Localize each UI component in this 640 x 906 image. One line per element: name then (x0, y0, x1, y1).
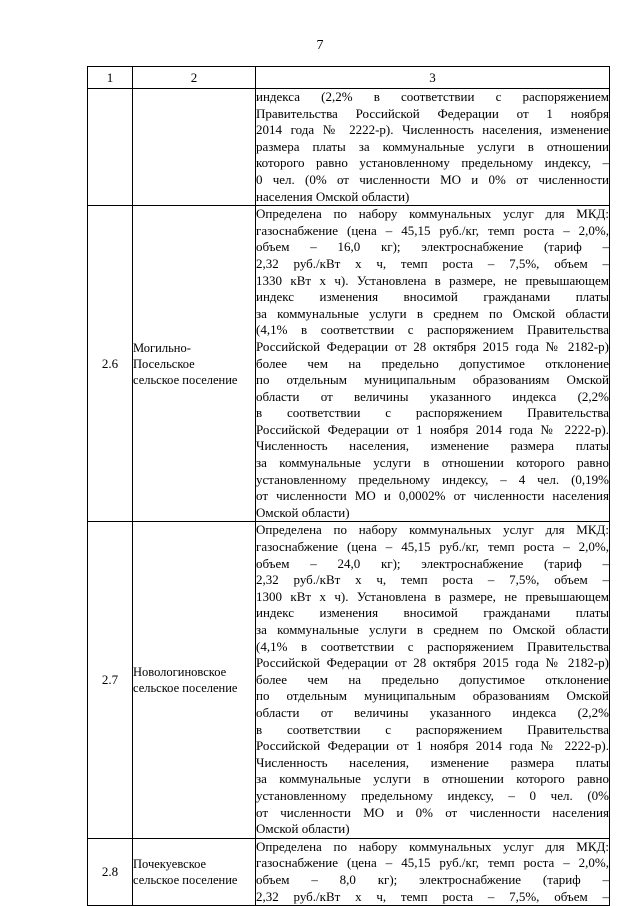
description-cell (256, 522, 610, 838)
description-line: 2,32 руб./кВт х ч, темп роста – 7,5%, объем – (256, 888, 609, 904)
description-line: газоснабжение (цена – 45,15 руб./кг, темп роста – 2,0%, (256, 222, 609, 238)
description-line: в соответствии с распоряжением Правительства (256, 721, 609, 737)
table-row (88, 522, 610, 838)
header-cell-2: 2 (133, 67, 256, 89)
settlement-name (133, 89, 256, 206)
settlement-name-line: Новологиновское (133, 665, 227, 680)
description-line: от численности МО и 0% от численности населения (256, 804, 609, 820)
description-line: Российской Федерации от 1 ноября 2014 года № 2222-р). (256, 738, 609, 754)
description-line: (4,1% в соответствии с распоряжением Правительства (256, 322, 609, 338)
description-line: за коммунальные услуги в среднем по Омской области (256, 305, 609, 321)
description-line: 0 чел. (0% от численности МО и 0% от численности (256, 171, 609, 187)
description-line: более чем на предельно допустимое отклонение (256, 671, 609, 687)
description-line: объем – 24,0 кг); электроснабжение (тариф – (256, 555, 609, 571)
description-line: объем – 16,0 кг); электроснабжение (тариф – (256, 239, 609, 255)
settlement-name-line: Посельское (133, 356, 195, 371)
description-line: Определена по набору коммунальных услуг для МКД: (256, 838, 609, 854)
description-line: за коммунальные услуги в среднем по Омской области (256, 622, 609, 637)
description-line: индекса (2,2% в соответствии с распоряжением (256, 89, 609, 104)
description-line: Омской области) (256, 504, 350, 520)
description-line: индекс изменения вносимой гражданами платы (256, 605, 609, 621)
description-line: по отдельным муниципальным образованиям Омской (256, 688, 609, 704)
row-number (88, 89, 133, 206)
description-cell (256, 89, 610, 206)
description-line: Российской Федерации от 28 октября 2015 года № 2182-р) (256, 338, 609, 354)
description-line: Численность населения, изменение размера платы (256, 754, 609, 770)
description-line: Определена по набору коммунальных услуг для МКД: (256, 522, 609, 538)
description-line: газоснабжение (цена – 45,15 руб./кг, темп роста – 2,0%, (256, 539, 609, 555)
description-line: размера платы за коммунальные услуги в отношении (256, 138, 609, 154)
description-line: за коммунальные услуги в отношении которого равно (256, 771, 609, 787)
table-row (88, 89, 610, 206)
description-line: более чем на предельно допустимое отклонение (256, 355, 609, 371)
description-line: по отдельным муниципальным образованиям Омской (256, 372, 609, 388)
description-line: индекс изменения вносимой гражданами платы (256, 289, 609, 305)
description-line: от численности МО и 0,0002% от численности населения (256, 488, 609, 504)
description-cell (256, 838, 610, 905)
description-line: газоснабжение (цена – 45,15 руб./кг, темп роста – 2,0%, (256, 855, 609, 871)
description-cell (256, 206, 610, 522)
description-line: которого равно установленному предельному индексу, – (256, 155, 609, 171)
description-line: Омской области) (256, 821, 350, 837)
description-line: 1300 кВт х ч). Установлена в размере, не превышающем (256, 588, 609, 604)
settlement-name-line: сельское поселение (133, 372, 238, 387)
description-line: объем – 8,0 кг); электроснабжение (тариф – (256, 871, 609, 887)
description-line: Численность населения, изменение размера платы (256, 438, 609, 454)
description-line: Правительства Российской Федерации от 1 ноября (256, 105, 609, 121)
description-line: 2014 года № 2222-р). Численность населения, изменение (256, 122, 609, 138)
description-line: Определена по набору коммунальных услуг для МКД: (256, 206, 609, 222)
document-table (87, 66, 610, 906)
description-line: 2,32 руб./кВт х ч, темп роста – 7,5%, объем – (256, 572, 609, 588)
settlement-name (133, 522, 256, 838)
settlement-name-line: Почекуевское (133, 856, 207, 871)
row-number: 2.6 (88, 206, 133, 522)
settlement-name (133, 838, 256, 905)
table-row (88, 838, 610, 905)
table-header-row (88, 67, 610, 89)
settlement-name-line: сельское поселение (133, 872, 238, 887)
header-cell-1: 1 (88, 67, 133, 89)
row-number: 2.8 (88, 838, 133, 905)
description-line: 1330 кВт х ч). Установлена в размере, не превышающем (256, 272, 609, 288)
description-line: области от величины указанного индекса (2,2% (256, 704, 609, 720)
description-line: установленному предельному индексу, – 0 чел. (0% (256, 787, 609, 803)
description-line: Российской Федерации от 28 октября 2015 года № 2182-р) (256, 655, 609, 671)
settlement-name-line: Могильно- (133, 340, 191, 355)
row-number: 2.7 (88, 522, 133, 838)
table-row (88, 206, 610, 522)
page-number: 7 (316, 38, 324, 53)
description-line: в соответствии с распоряжением Правительства (256, 405, 609, 421)
settlement-name-line: сельское поселение (133, 681, 238, 696)
description-line: населения Омской области) (256, 188, 410, 204)
description-line: Российской Федерации от 1 ноября 2014 года № 2222-р). (256, 421, 609, 437)
description-line: (4,1% в соответствии с распоряжением Правительства (256, 638, 609, 654)
description-line: за коммунальные услуги в отношении которого равно (256, 455, 609, 471)
settlement-name (133, 206, 256, 522)
header-cell-3: 3 (256, 67, 610, 89)
description-line: 2,32 руб./кВт х ч, темп роста – 7,5%, объем – (256, 255, 609, 271)
description-line: области от величины указанного индекса (2,2% (256, 388, 609, 404)
description-line: установленному предельному индексу, – 4 чел. (0,19% (256, 471, 609, 487)
